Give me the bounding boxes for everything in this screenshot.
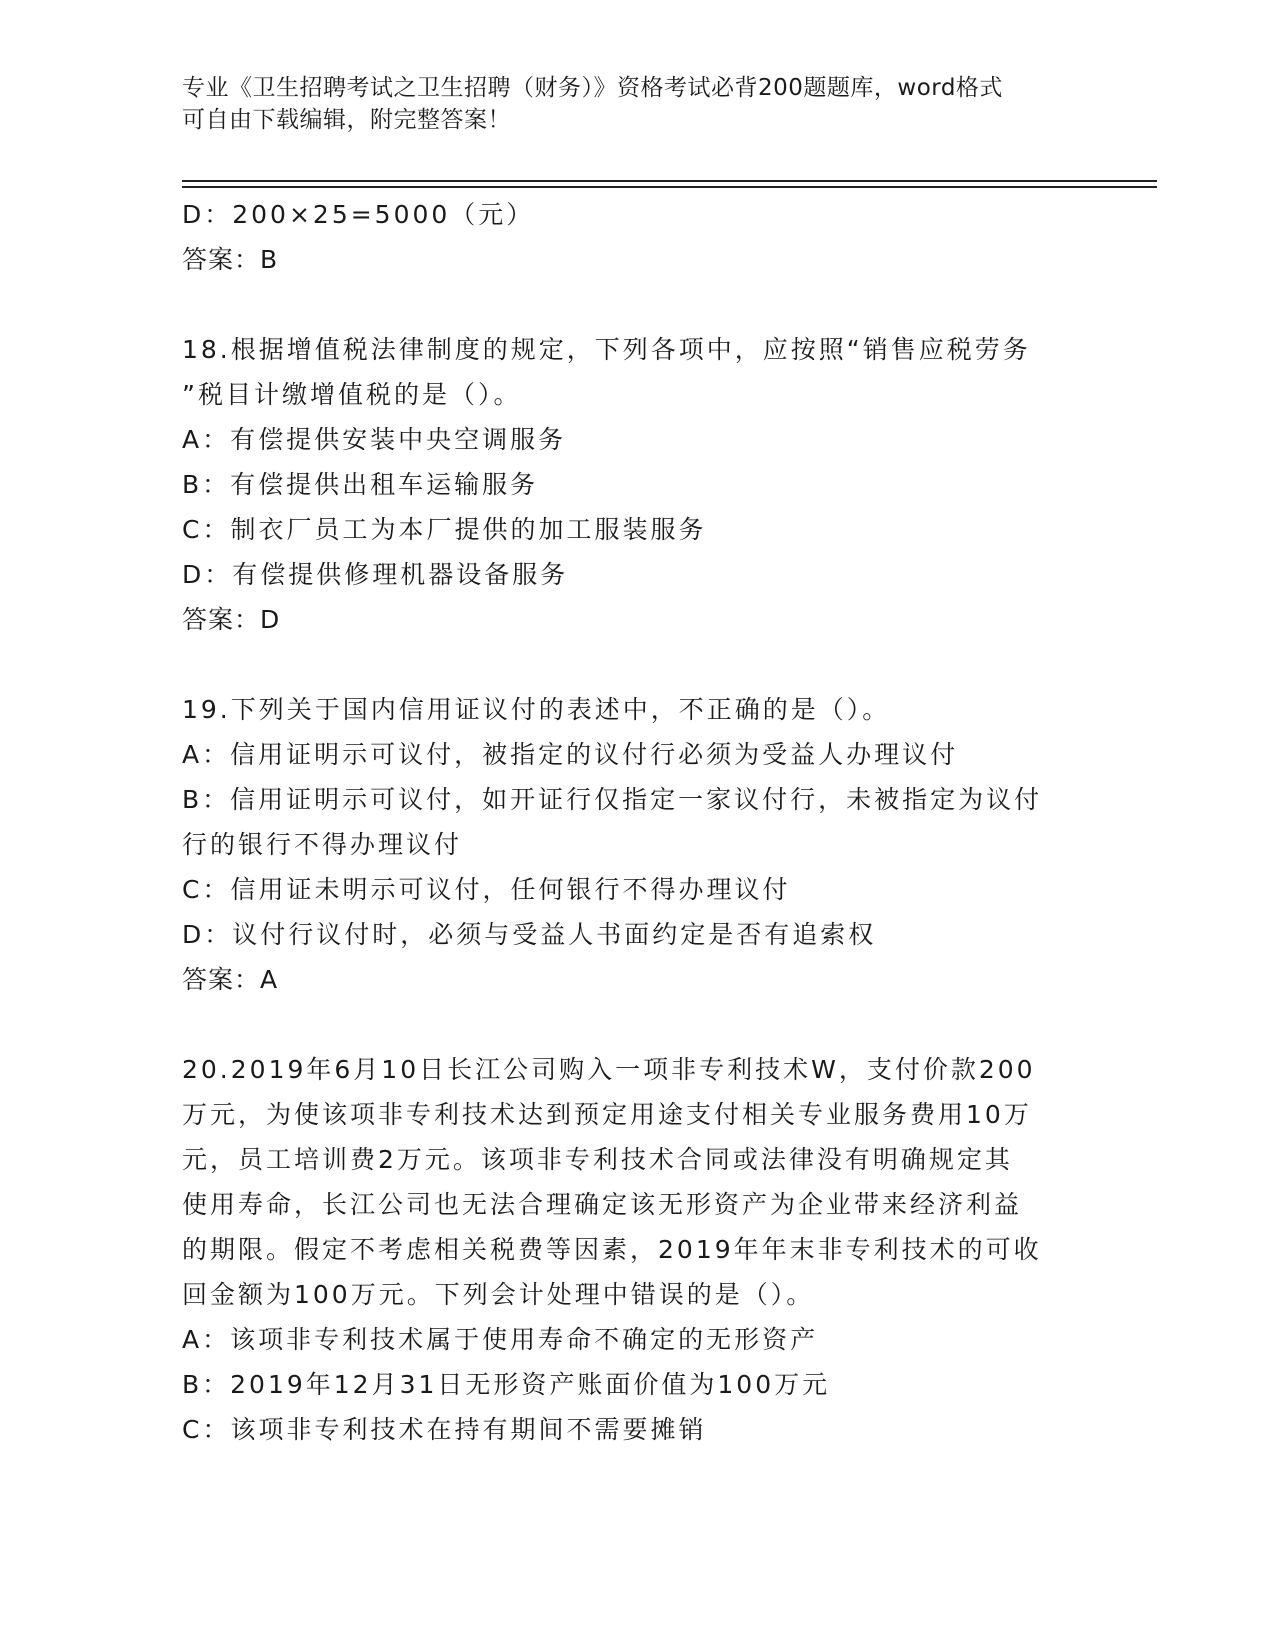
- answer: 答案：B: [182, 245, 279, 274]
- option-b-continued: 行的银行不得办理议付: [182, 830, 463, 859]
- question-18: [182, 327, 1062, 642]
- question-stem: 回金额为100万元。下列会计处理中错误的是（）。: [182, 1280, 815, 1309]
- question-17-tail: [182, 192, 1062, 282]
- header-line-2: 可自由下载编辑，附完整答案！: [182, 107, 511, 133]
- question-stem: 19.下列关于国内信用证议付的表述中，不正确的是（）。: [182, 695, 891, 724]
- option-b: B：有偿提供出租车运输服务: [182, 470, 539, 499]
- option-a: A：信用证明示可议付，被指定的议付行必须为受益人办理议付: [182, 740, 959, 769]
- question-stem: 20.2019年6月10日长江公司购入一项非专利技术W，支付价款200: [182, 1055, 1036, 1084]
- option-c: C：制衣厂员工为本厂提供的加工服装服务: [182, 515, 707, 544]
- spacer: [182, 642, 1062, 687]
- question-stem: 元，员工培训费2万元。该项非专利技术合同或法律没有明确规定其: [182, 1145, 1013, 1174]
- header-line-1: 专业《卫生招聘考试之卫生招聘（财务）》资格考试必背200题题库，word格式: [182, 75, 1003, 101]
- option-d: D：200×25=5000（元）: [182, 200, 535, 229]
- question-stem: ”税目计缴增值税的是（）。: [182, 380, 522, 409]
- option-a: A：该项非专利技术属于使用寿命不确定的无形资产: [182, 1325, 819, 1354]
- question-stem: 万元，为使该项非专利技术达到预定用途支付相关专业服务费用10万: [182, 1100, 1032, 1129]
- question-stem: 使用寿命，长江公司也无法合理确定该无形资产为企业带来经济利益: [182, 1190, 1023, 1219]
- question-stem: 18.根据增值税法律制度的规定，下列各项中，应按照“销售应税劳务: [182, 335, 1031, 364]
- header-divider-bottom: [182, 186, 1157, 188]
- spacer: [182, 282, 1062, 327]
- document-header: [182, 72, 1062, 136]
- question-19: [182, 687, 1062, 1002]
- answer: 答案：D: [182, 605, 281, 634]
- option-d: D：议付行议付时，必须与受益人书面约定是否有追索权: [182, 920, 877, 949]
- option-b: B：信用证明示可议付，如开证行仅指定一家议付行，未被指定为议付: [182, 785, 1043, 814]
- answer: 答案：A: [182, 965, 279, 994]
- option-b: B：2019年12月31日无形资产账面价值为100万元: [182, 1370, 831, 1399]
- question-stem: 的期限。假定不考虑相关税费等因素，2019年年末非专利技术的可收: [182, 1235, 1042, 1264]
- option-c: C：该项非专利技术在持有期间不需要摊销: [182, 1415, 707, 1444]
- option-a: A：有偿提供安装中央空调服务: [182, 425, 567, 454]
- question-20: [182, 1047, 1062, 1452]
- header-divider-top: [182, 180, 1157, 182]
- option-d: D：有偿提供修理机器设备服务: [182, 560, 569, 589]
- document-body: [182, 192, 1062, 1452]
- option-c: C：信用证未明示可议付，任何银行不得办理议付: [182, 875, 791, 904]
- spacer: [182, 1002, 1062, 1047]
